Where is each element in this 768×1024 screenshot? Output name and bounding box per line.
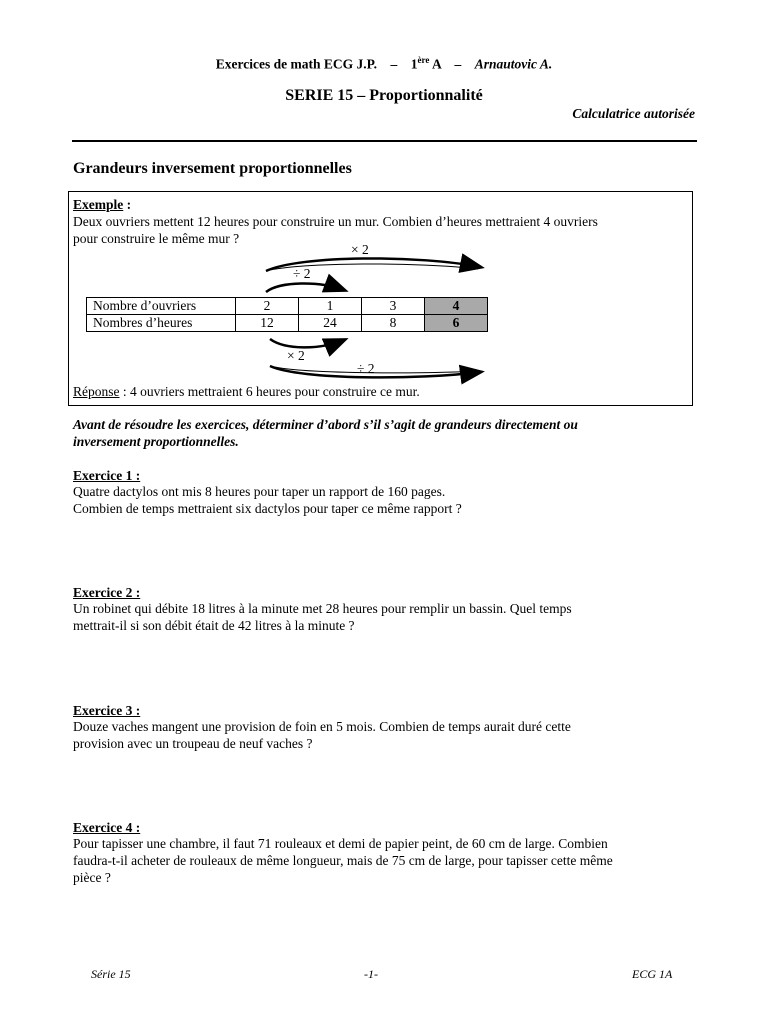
table-cell-highlighted: 4	[425, 298, 488, 315]
table-cell: 2	[236, 298, 299, 315]
example-text-line1: Deux ouvriers mettent 12 heures pour construire un mur. Combien d’heures mettraient 4 ouvriers	[73, 214, 598, 229]
instruction-line2: inversement proportionnelles.	[73, 434, 239, 449]
grade-class: A	[431, 56, 441, 72]
table-cell-highlighted: 6	[425, 315, 488, 332]
exercise-4-title: Exercice 4 :	[73, 820, 141, 835]
author-name: Arnautovic A.	[474, 56, 553, 72]
footer-page-number: -1-	[364, 967, 378, 981]
exercise-4-line2: faudra-t-il acheter de rouleaux de même longueur, mais de 75 cm de large, pour tapisser cette même	[73, 853, 613, 868]
exercise-1-line1: Quatre dactylos ont mis 8 heures pour taper un rapport de 160 pages.	[73, 484, 446, 499]
exercise-4-line1: Pour tapisser une chambre, il faut 71 rouleaux et demi de papier peint, de 60 cm de large. Combien	[73, 836, 608, 851]
footer-right: ECG 1A	[632, 967, 673, 981]
arrow-bottom-short	[270, 339, 344, 347]
course-name: Exercices de math ECG J.P.	[215, 56, 377, 72]
exercise-2-line1: Un robinet qui débite 18 litres à la minute met 28 heures pour remplir un bassin. Quel temps	[73, 601, 572, 616]
exercise-2-title: Exercice 2 :	[73, 585, 141, 600]
table-cell: 1	[299, 298, 362, 315]
arrow-label-bottom-short: × 2	[287, 348, 305, 363]
arrow-label-top-short: ÷ 2	[293, 266, 311, 281]
instruction-line1: Avant de résoudre les exercices, déterminer d’abord s’il s’agit de grandeurs directement ou	[73, 417, 578, 432]
arrow-label-top-long: × 2	[351, 242, 369, 257]
section-title: Grandeurs inversement proportionnelles	[73, 160, 352, 177]
footer-left: Série 15	[91, 967, 131, 981]
table-cell: 8	[362, 315, 425, 332]
table-cell: 12	[236, 315, 299, 332]
answer-label: Réponse	[73, 384, 120, 399]
exercise-3-line1: Douze vaches mangent une provision de foin en 5 mois. Combien de temps aurait duré cette	[73, 719, 571, 734]
exercise-2-line2: mettrait-il si son débit était de 42 litres à la minute ?	[73, 618, 355, 633]
arrow-top-short	[266, 283, 344, 292]
answer-text: : 4 ouvriers mettraient 6 heures pour construire ce mur.	[119, 384, 420, 399]
exercise-4-line3: pièce ?	[73, 870, 111, 885]
exercise-3-line2: provision avec un troupeau de neuf vaches ?	[73, 736, 313, 751]
table-cell: 24	[299, 315, 362, 332]
table-cell: 3	[362, 298, 425, 315]
calculator-note: Calculatrice autorisée	[572, 106, 695, 121]
grade-superscript: ère	[417, 55, 430, 65]
header-dash-2: –	[454, 56, 462, 72]
table-row	[87, 315, 488, 332]
exercise-3-title: Exercice 3 :	[73, 703, 141, 718]
example-label-suffix: :	[123, 197, 132, 212]
row-label: Nombres d’heures	[87, 315, 236, 332]
page-title: SERIE 15 – Proportionnalité	[285, 87, 483, 104]
exercise-1-line2: Combien de temps mettraient six dactylos pour taper ce même rapport ?	[73, 501, 462, 516]
example-table	[86, 297, 488, 332]
table-row	[87, 298, 488, 315]
example-text-line2: pour construire le même mur ?	[73, 231, 240, 246]
grade-number: 1	[410, 56, 418, 72]
example-answer	[73, 383, 420, 400]
example-label-text: Exemple	[73, 197, 124, 212]
row-label: Nombre d’ouvriers	[87, 298, 236, 315]
exercise-1-title: Exercice 1 :	[73, 468, 141, 483]
header-dash-1: –	[390, 56, 398, 72]
arrow-label-bottom-long: ÷ 2	[357, 361, 375, 376]
